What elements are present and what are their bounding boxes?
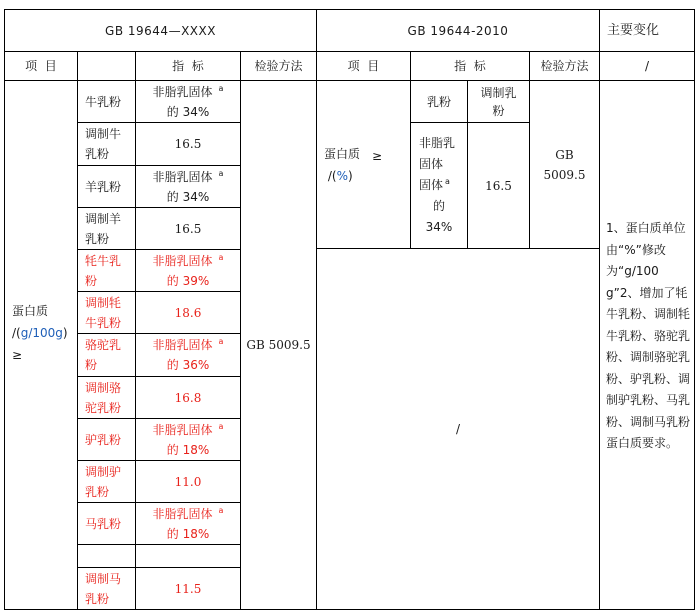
old-table-blank: /: [455, 422, 461, 436]
indicator-line2: 的 34%: [166, 189, 210, 204]
indicator-line2: 的 39%: [166, 273, 210, 288]
product-cell: 调制马乳粉: [85, 571, 122, 606]
geq-sign: ≥: [12, 348, 23, 362]
col-milk-powder: 乳粉: [426, 94, 451, 109]
indicator-cell: [136, 250, 240, 291]
indicator-cell: 16.5: [174, 221, 202, 236]
protein-unit: /(g/100g): [12, 326, 68, 340]
indicator-cell: [136, 166, 240, 207]
product-cell: 调制牦牛乳粉: [85, 295, 122, 330]
header-old-standard: GB 19644-2010: [407, 23, 509, 38]
indicator-cell: [136, 334, 240, 376]
product-cell: 骆驼乳粉: [85, 338, 122, 372]
product-cell: [78, 545, 135, 567]
indicator-cell: [136, 545, 240, 567]
changes-text: 1、蛋白质单位由“%”修改为“g/100g”2、增加了牦牛乳粉、调制牦牛乳粉、骆驼乳粉、调制骆驼乳粉、驴乳粉、调制驴乳粉、马乳粉、调制马乳粉蛋白质要求。: [606, 221, 691, 450]
subheader-method: 检验方法: [254, 59, 303, 73]
method-new: GB 5009.5: [246, 338, 311, 352]
protein-unit-old: /(%): [327, 169, 353, 183]
header-main-changes: 主要变化: [607, 22, 660, 38]
protein-label-old: [317, 140, 410, 190]
indicator-line1: 非脂乳固体 $^a$: [152, 168, 224, 184]
indicator-cell: [136, 81, 240, 122]
header-new-standard: GB 19644—XXXX: [105, 23, 216, 38]
indicator-line2: 的 34%: [166, 104, 210, 119]
product-cell: 调制骆驼乳粉: [85, 380, 122, 415]
subheader-indicator-old: 指 标: [454, 59, 486, 73]
product-cell: 调制羊乳粉: [85, 211, 122, 246]
protein-label-old-text: 蛋白质: [324, 147, 361, 161]
indicator-line1: 非脂乳固体 $^a$: [152, 337, 224, 352]
product-cell: 马乳粉: [85, 516, 122, 531]
product-cell: 牛乳粉: [85, 94, 122, 109]
subheader-method-old: 检验方法: [540, 59, 589, 73]
indicator-cell: 11.5: [174, 581, 202, 596]
indicator-cell: 11.0: [174, 474, 202, 489]
product-cell: 调制驴乳粉: [85, 464, 122, 499]
indicator-cell: [136, 503, 240, 544]
protein-label-new: [5, 300, 77, 390]
indicator-line2: 的 36%: [166, 358, 210, 372]
product-cell: 驴乳粉: [85, 432, 122, 447]
protein-label-text: 蛋白质: [12, 304, 49, 318]
subheader-indicator: 指 标: [172, 59, 204, 73]
product-cell: 羊乳粉: [85, 179, 122, 194]
old-milk-value: 非脂乳固体 固体 $^a$ 的 34%: [419, 136, 456, 234]
subheader-item: 项 目: [25, 59, 57, 73]
method-old: GB 5009.5: [543, 147, 586, 182]
old-modified-value: 16.5: [485, 178, 512, 193]
subheader-item-old: 项 目: [347, 59, 380, 73]
indicator-cell: [136, 419, 240, 460]
indicator-line2: 的 18%: [166, 526, 210, 541]
product-cell: 牦牛乳粉: [85, 253, 122, 288]
geq-sign-old: ≥: [372, 149, 383, 163]
indicator-line1: 非脂乳固体 $^a$: [152, 83, 224, 99]
indicator-line1: 非脂乳固体 $^a$: [152, 505, 224, 521]
col-modified-milk-powder: 调制乳粉: [480, 85, 517, 118]
indicator-line2: 的 18%: [166, 442, 210, 457]
indicator-cell: 18.6: [174, 305, 202, 320]
indicator-line1: 非脂乳固体 $^a$: [152, 421, 224, 437]
indicator-cell: 16.8: [174, 390, 202, 405]
indicator-line1: 非脂乳固体 $^a$: [152, 252, 224, 268]
product-cell: 调制牛乳粉: [85, 127, 122, 161]
indicator-cell: 16.5: [174, 137, 202, 151]
subheader-slash: /: [644, 59, 650, 73]
